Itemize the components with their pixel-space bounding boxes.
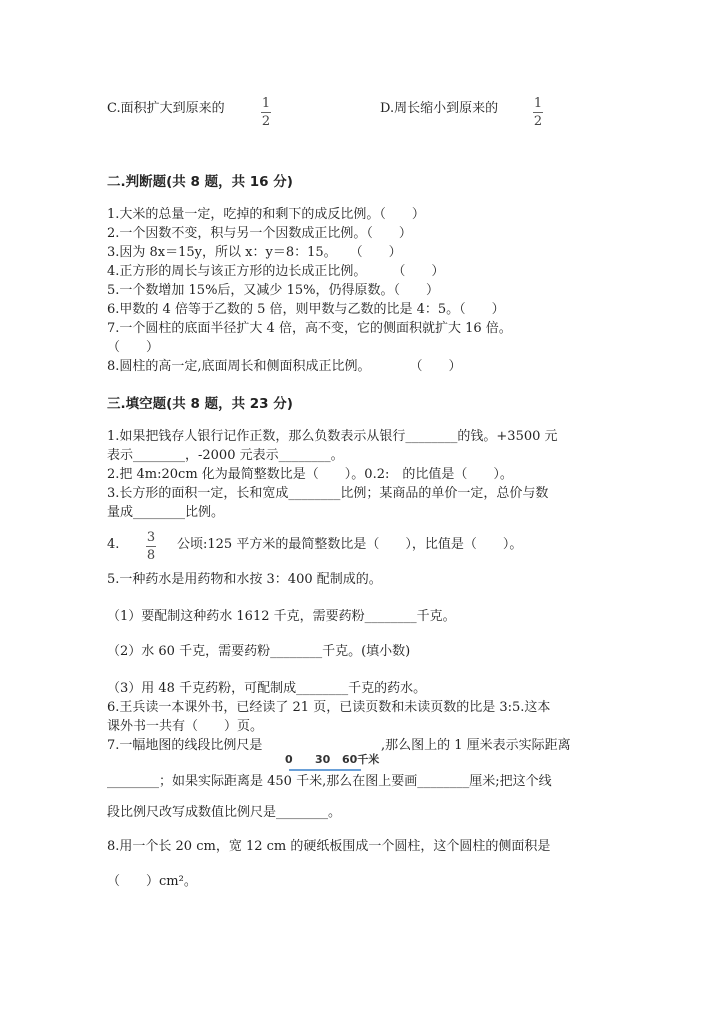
fraction-numerator: 1 [533, 96, 543, 111]
judge-item-5: 5.一个数增加 15%后，又减少 15%，仍得原数。（ ） [107, 283, 439, 298]
fill-q5-part1: （1）要配制这种药水 1612 千克，需要药粉________千克。 [107, 609, 456, 624]
fraction-bar [533, 112, 543, 113]
judge-item-7: 7.一个圆柱的底面半径扩大 4 倍，高不变，它的侧面积就扩大 16 倍。 [107, 321, 512, 336]
judge-item-7-bracket: （ ） [107, 340, 160, 355]
option-d-fraction [530, 96, 546, 129]
fraction-denominator: 8 [146, 548, 156, 563]
scale-label-30: 30 [315, 753, 331, 766]
scale-label-60: 60千米 [342, 753, 380, 766]
q4-fraction [143, 530, 159, 563]
fill-q8-line2: （ ）cm²。 [107, 874, 197, 889]
fraction-denominator: 2 [533, 114, 543, 129]
option-c: C.面积扩大到原来的 [107, 101, 225, 116]
fill-q7-line3: 段比例尺改写成数值比例尺是________。 [107, 805, 342, 820]
fraction-bar [261, 112, 271, 113]
fill-q1-line2: 表示________，-2000 元表示________。 [107, 448, 344, 463]
fraction-denominator: 2 [261, 114, 271, 129]
fill-q7-line1-end: ,那么图上的 1 厘米表示实际距离 [381, 738, 571, 753]
fill-q6-line2: 课外书一共有（ ）页。 [107, 719, 264, 734]
fill-q4-number: 4. [107, 537, 120, 552]
judge-item-1: 1.大米的总量一定，吃掉的和剩下的成反比例。（ ） [107, 207, 425, 222]
fill-q4-text: 公顷:125 平方米的最简整数比是（ ），比值是（ ）。 [177, 537, 523, 552]
fill-q8-line1: 8.用一个长 20 cm，宽 12 cm 的硬纸板围成一个圆柱，这个圆柱的侧面积是 [107, 839, 551, 854]
scale-line [289, 769, 361, 771]
judge-item-6: 6.甲数的 4 倍等于乙数的 5 倍，则甲数与乙数的比是 4：5。（ ） [107, 302, 505, 317]
fill-q3-line2: 量成________比例。 [107, 505, 225, 520]
judge-item-4: 4.正方形的周长与该正方形的边长成正比例。 （ ） [107, 264, 445, 279]
fill-q3-line1: 3.长方形的面积一定，长和宽成________比例；某商品的单价一定，总价与数 [107, 486, 549, 501]
option-d: D.周长缩小到原来的 [380, 101, 499, 116]
section-3-title: 三.填空题(共 8 题，共 23 分) [107, 396, 293, 412]
judge-item-3: 3.因为 8x＝15y，所以 x：y＝8：15。 （ ） [107, 245, 402, 260]
fraction-numerator: 3 [146, 530, 156, 545]
fill-q7-line1-start: 7.一幅地图的线段比例尺是 [107, 738, 263, 753]
fill-q5: 5.一种药水是用药物和水按 3：400 配制成的。 [107, 572, 382, 587]
judge-item-2: 2.一个因数不变，积与另一个因数成正比例。（ ） [107, 226, 412, 241]
fill-q7-line2: ________；如果实际距离是 450 千米,那么在图上要画________厘米;把这个线 [107, 774, 552, 789]
fill-q1-line1: 1.如果把钱存人银行记作正数，那么负数表示从银行________的钱。+3500 元 [107, 429, 558, 444]
fraction-bar [146, 546, 156, 547]
fill-q5-part3: （3）用 48 千克药粉，可配制成________千克的药水。 [107, 681, 427, 696]
judge-item-8: 8.圆柱的高一定,底面周长和侧面积成正比例。 （ ） [107, 359, 462, 374]
section-2-title: 二.判断题(共 8 题，共 16 分) [107, 174, 293, 190]
fraction-numerator: 1 [261, 96, 271, 111]
option-c-fraction [258, 96, 274, 129]
fill-q2: 2.把 4m:20cm 化为最简整数比是（ ）。0.2: 的比值是（ ）。 [107, 467, 513, 482]
scale-label-0: 0 [285, 753, 293, 766]
fill-q6-line1: 6.王兵读一本课外书，已经读了 21 页，已读页数和未读页数的比是 3:5.这本 [107, 700, 551, 715]
fill-q5-part2: （2）水 60 千克，需要药粉________千克。(填小数) [107, 644, 411, 659]
